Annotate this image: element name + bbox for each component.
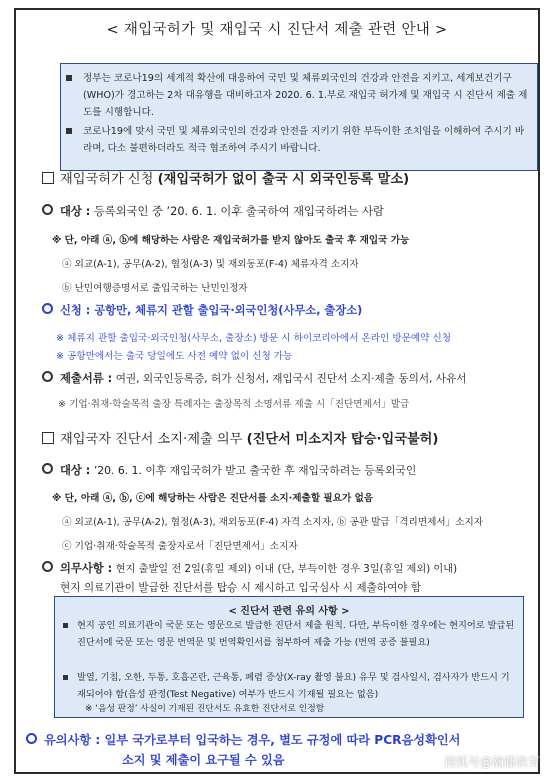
certificate-target: 대상 : ’20. 6. 1. 이후 재입국허가 받고 출국한 후 재입국하려는 등록외국인	[42, 462, 416, 478]
section-heading-medical-certificate: 재입국자 진단서 소지·제출 의무 (진단서 미소지자 탑승·입국불허)	[42, 428, 438, 447]
source-watermark: 搜狐号@瀚藤教育	[443, 755, 540, 769]
notice-paragraph-1: 정부는 코로나19의 세계적 확산에 대응하여 국민 및 체류외국인의 건강과 안전을 지키고, 세계보건기구(WHO)가 경고하는 2차 대유행을 대비하고자 2020. 6. 1.부로 재입국 허가제 및 재입국 시 진단서 제출 제도를 시행합니다.	[83, 70, 531, 121]
certificate-exception-a-b: ⓐ 외교(A-1), 공무(A-2), 협정(A-3), 재외동포(F-4) 자격 소지자, ⓑ 공관 발급「격리면제서」소지자	[62, 517, 484, 528]
certificate-duty: 의무사항 : 현지 출발일 전 2일(휴일 제외) 이내 (단, 부득이한 경우 3일(휴일 제외) 이내)	[42, 560, 457, 576]
circle-bullet-icon	[42, 463, 53, 474]
pcr-requirement-line-2: 소지 및 제출이 요구될 수 있음	[122, 753, 285, 767]
caution-note: ※ ‘음성 판정’ 사실이 기재된 진단서도 유효한 진단서로 인정함	[85, 704, 325, 714]
reentry-exception-a: ⓐ 외교(A-1), 공무(A-2), 협정(A-3) 및 재외동포(F-4) 체류자격 소지자	[62, 259, 359, 270]
circle-bullet-icon	[42, 303, 53, 314]
reentry-documents: 제출서류 : 여권, 외국인등록증, 허가 신청서, 재입국시 진단서 소지·제출 동의서, 사유서	[42, 370, 466, 386]
reentry-exception: ※ 단, 아래 ⓐ, ⓑ에 해당하는 사람은 재입국허가를 받지 않아도 출국 후 재입국 가능	[52, 235, 410, 246]
caution-title: < 진단서 관련 유의 사항 >	[228, 606, 350, 617]
certificate-duty-line-2: 현지 의료기관이 발급한 진단서를 탑승 시 제시하고 입국심사 시 제출하여야 함	[60, 582, 422, 594]
reentry-apply-note-1: ※ 체류지 관할 출입국·외국인청(사무소, 출장소) 방문 시 하이코리아에서 온라인 방문예약 신청	[56, 333, 452, 344]
section-heading-reentry-permit: 재입국허가 신청 (재입국허가 없이 출국 시 외국인등록 말소)	[42, 168, 409, 187]
bullet-icon	[66, 75, 72, 81]
reentry-documents-note: ※ 기업·취재·학술목적 출장 특례자는 출장목적 소명서류 제출 시「진단면제서」발급	[58, 399, 410, 410]
government-notice-box	[60, 63, 538, 171]
certificate-exception-c: ⓒ 기업·취재·학술목적 출장자로서「진단면제서」소지자	[62, 541, 298, 552]
checkbox-square-icon	[42, 172, 54, 184]
reentry-apply: 신청 : 공항만, 체류지 관할 출입국·외국인청(사무소, 출장소)	[42, 302, 362, 318]
page-title: < 재입국허가 및 재입국 시 진단서 제출 관련 안내 >	[106, 22, 448, 38]
notice-paragraph-2: 코로나19에 맞서 국민 및 체류외국인의 건강과 안전을 지키기 위한 부득이한 조치임을 이해하여 주시기 바라며, 다소 불편하더라도 적극 협조하여 주시기 바랍니다.	[83, 123, 531, 157]
circle-bullet-icon	[42, 371, 53, 382]
pcr-requirement-line-1: 유의사항 : 일부 국가로부터 입국하는 경우, 별도 규정에 따라 PCR음성확인서	[26, 730, 536, 750]
caution-paragraph-1: 현지 공인 의료기관이 국문 또는 영문으로 발급한 진단서 제출 원칙. 다만, 부득이한 경우에는 현지어로 발급된 진단서에 국문 또는 영문 번역문 및 번역확인서를 첨부하여 제출 가능 (번역 공증 불필요)	[77, 617, 517, 651]
caution-paragraph-2: 발열, 기침, 오한, 두통, 호흡곤란, 근육통, 폐렴 증상(X-ray 촬영 불요) 유무 및 검사일시, 검사자가 반드시 기재되어야 함(음성 판정(Test Negative) 여부가 반드시 기재될 필요는 없음)	[77, 669, 517, 703]
bullet-icon	[63, 675, 68, 680]
reentry-target: 대상 : 등록외국인 중 ’20. 6. 1. 이후 출국하여 재입국하려는 사람	[42, 203, 384, 219]
circle-bullet-icon	[42, 561, 53, 572]
circle-bullet-icon	[42, 204, 53, 215]
bullet-icon	[66, 128, 72, 134]
bullet-icon	[63, 623, 68, 628]
notice-page	[14, 8, 540, 774]
reentry-apply-note-2: ※ 공항만에서는 출국 당일에도 사전 예약 없이 신청 가능	[56, 351, 293, 362]
certificate-caution-box	[54, 596, 524, 718]
checkbox-square-icon	[42, 432, 54, 444]
certificate-exception: ※ 단, 아래 ⓐ, ⓑ, ⓒ에 해당하는 사람은 진단서를 소지·제출할 필요가 없음	[52, 493, 374, 504]
reentry-exception-b: ⓑ 난민여행증명서로 출입국하는 난민인정자	[62, 283, 248, 294]
circle-bullet-icon	[26, 733, 37, 744]
